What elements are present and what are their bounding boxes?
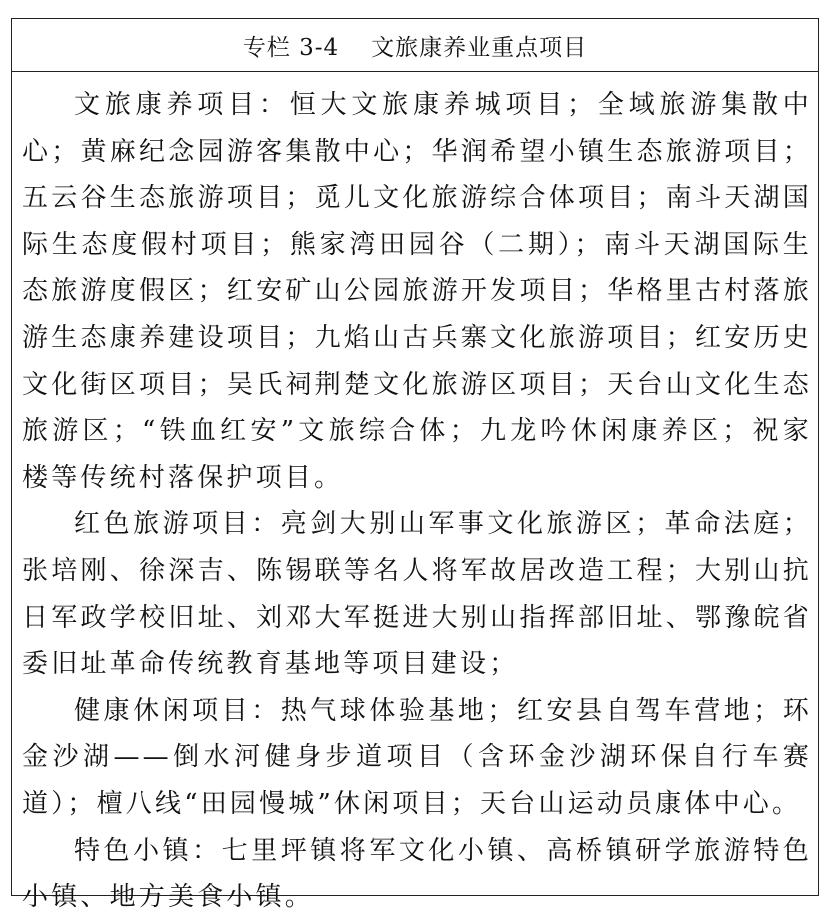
box-label: 专栏 3-4	[242, 34, 340, 61]
section-heading: 红色旅游项目：	[74, 509, 281, 540]
section-body: 七里坪镇将军文化小镇、高桥镇研学旅游特色小镇、地方美食小镇。	[22, 835, 812, 913]
section-heading: 文旅康养项目：	[74, 90, 290, 120]
section-body: 恒大文旅康养城项目；全域旅游集散中心；黄麻纪念园游客集散中心；华润希望小镇生态旅游项目；五云谷生态旅游项目；觅儿文化旅游综合体项目；南斗天湖国际生态度假村项目；熊家湾田园谷（二期）；南斗天湖国际生态旅游度假区；红安矿山公园旅游开发项目；华格里古村落旅游生态康养建设项目；九焰山古兵寨文化旅游项目；红安历史文化街区项目；吴氏祠荆楚文化旅游区项目；天台山文化生态旅游区；“铁血红安”文旅综合体；九龙吟休闲康养区；祝家楼等传统村落保护项目。	[22, 90, 812, 493]
box-title-row	[12, 19, 818, 72]
box-content	[12, 72, 818, 921]
feature-box	[11, 18, 819, 913]
section-featured-towns	[22, 828, 812, 921]
section-heading: 特色小镇：	[74, 835, 222, 866]
section-red-tourism	[22, 501, 812, 687]
section-body: 热气球体验基地；红安县自驾车营地；环金沙湖——倒水河健身步道项目（含环金沙湖环保自行车赛道）；檀八线“田园慢城”休闲项目；天台山运动员康体中心。	[22, 695, 812, 819]
section-cultural-tourism	[22, 82, 812, 501]
section-health-leisure	[22, 688, 812, 828]
section-heading: 健康休闲项目：	[74, 695, 281, 726]
section-body: 亮剑大别山军事文化旅游区；革命法庭；张培刚、徐深吉、陈锡联等名人将军故居改造工程；大别山抗日军政学校旧址、刘邓大军挺进大别山指挥部旧址、鄂豫皖省委旧址革命传统教育基地等项目建设；	[22, 509, 812, 680]
box-title: 文旅康养业重点项目	[371, 34, 588, 61]
